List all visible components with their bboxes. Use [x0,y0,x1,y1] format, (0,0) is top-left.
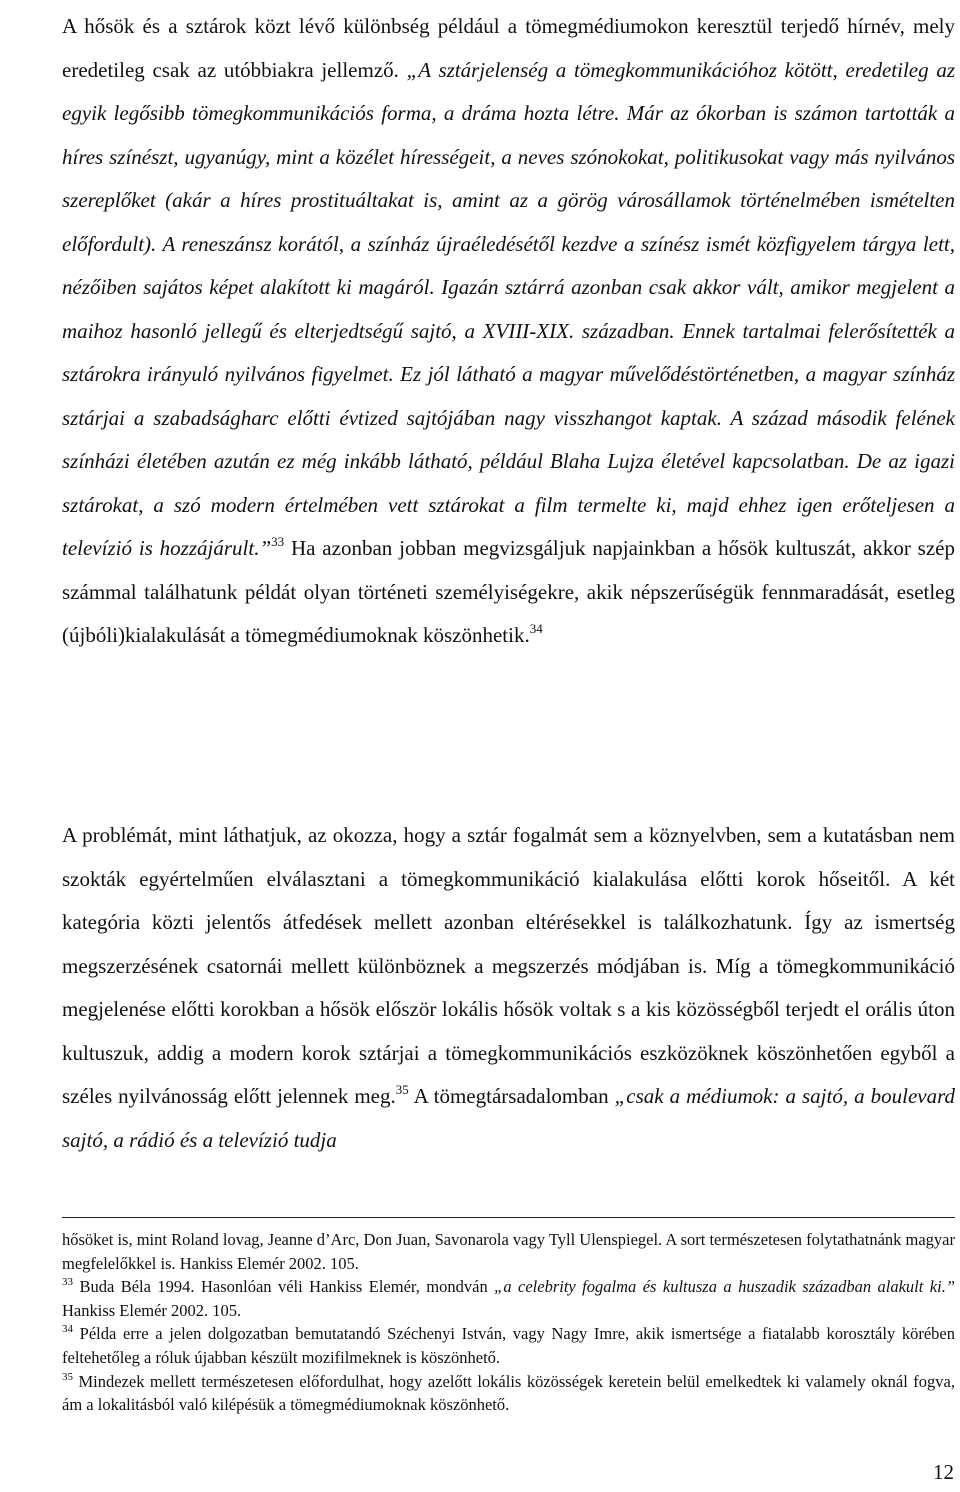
footnote-33-number: 33 [62,1276,73,1289]
footnote-34-number: 34 [62,1323,73,1336]
footnote-33-source: Hankiss Elemér 2002. 105. [62,1300,242,1320]
body-paragraph-1 [62,5,955,658]
footnote-35-text: Mindezek mellett természetesen előfordulhat, hogy azelőtt lokális közösségek keretein belül emelkedtek ki valamely oknál fogva, ám a lokalitásból való kilépésük a tömegmédiumoknak köszönhető. [62,1371,955,1415]
footnote-continuation: hősöket is, mint Roland lovag, Jeanne d’Arc, Don Juan, Savonarola vagy Tyll Ulenspiegel. A sort természetesen folytathatnánk magyar megfelelőkkel is. Hankiss Elemér 2002. 105. [62,1230,955,1273]
footnote-34-text: Példa erre a jelen dolgozatban bemutatandó Széchenyi István, vagy Nagy Imre, akik ismertsége a fiatalabb korosztály körében feltehetőleg a róluk újabban készült mozifilmeknek is köszönhető. [62,1324,955,1367]
footnote-ref-35[interactable]: 35 [395,1082,409,1097]
footnote-separator [62,1217,955,1218]
footnote-34 [62,1322,955,1369]
footnote-35 [62,1370,955,1417]
footnote-33-quote: „a celebrity fogalma és kultusza a huszadik században alakult ki.” [494,1277,955,1297]
footnote-33 [62,1275,955,1322]
paragraph-1-text-continued: Ha azonban jobban megvizsgáljuk napjainkban a hősök kultuszát, akkor szép számmal találhatunk példát olyan történeti személyiségekre, akik népszerűségük fennmaradását, esetleg (újbóli)kialakulását a tömegmédiumoknak köszönhetik. [62,536,955,647]
hankiss-quote: „A sztárjelenség a tömegkommunikációhoz kötött, eredetileg az egyik legősibb tömegkommunikációs forma, a dráma hozta létre. Már az ókorban is számon tartották a híres színészt, ugyanúgy, mint a közélet hírességeit, a neves szónokokat, politikusokat vagy más nyilvános szereplőket (akár a híres prostituáltakat is, amint az a görög városállamok történelmében ismételten előfordult). A reneszánsz korától, a színház újraéledésétől kezdve a színész ismét közfigyelem tárgya lett, nézőiben sajátos képet alakított ki magáról. Igazán sztárrá azonban csak akkor vált, amikor megjelent a maihoz hasonló jellegű és elterjedtségű sajtó, a XVIII-XIX. században. Ennek tartalmai felerősítették a sztárokra irányuló nyilvános figyelmet. Ez jól látható a magyar művelődéstörténetben, a magyar színház sztárjai a szabadságharc előtti évtized sajtójában nagy visszhangot kaptak. A század második felének színházi életében azután ez még inkább látható, például Blaha Lujza életével kapcsolatban. De az igazi sztárokat, a szó modern értelmében vett sztárokat a film termelte ki, majd ehhez igen erőteljesen a televízió is hozzájárult.” [62,57,955,560]
body-paragraph-2 [62,814,955,1162]
footnote-ref-33[interactable]: 33 [271,534,285,549]
footnote-35-number: 35 [62,1370,73,1383]
footnote-33-text: Buda Béla 1994. Hasonlóan véli Hankiss Elemér, mondván [73,1277,495,1297]
page-number: 12 [933,1460,954,1484]
footnotes-section [62,1228,955,1417]
paragraph-1-text: A hősök és a sztárok közt lévő különbség például a tömegmédiumokon keresztül terjedő hírnév, mely eredetileg csak az utóbbiakra jellemző. [62,14,955,82]
media-quote: „csak a médiumok: a sajtó, a boulevard sajtó, a rádió és a televízió tudja [62,1084,955,1152]
paragraph-2-text-continued: A tömegtársadalomban [408,1084,615,1108]
paragraph-2-text: A problémát, mint láthatjuk, az okozza, hogy a sztár fogalmát sem a köznyelvben, sem a kutatásban nem szokták egyértelműen elválasztani a tömegkommunikáció kialakulása előtti korok hőseitől. A két kategória közti jelentős átfedések mellett azonban eltérésekkel is találkozhatunk. Így az ismertség megszerzésének csatornái mellett különböznek a megszerzés módjában is. Míg a tömegkommunikáció megjelenése előtti korokban a hősök először lokális hősök voltak s a kis közösségből terjedt el orális úton kultuszuk, addig a modern korok sztárjai a tömegkommunikációs eszközöknek köszönhetően egyből a széles nyilvánosság előtt jelennek meg. [62,823,955,1108]
footnote-ref-34[interactable]: 34 [529,621,543,636]
